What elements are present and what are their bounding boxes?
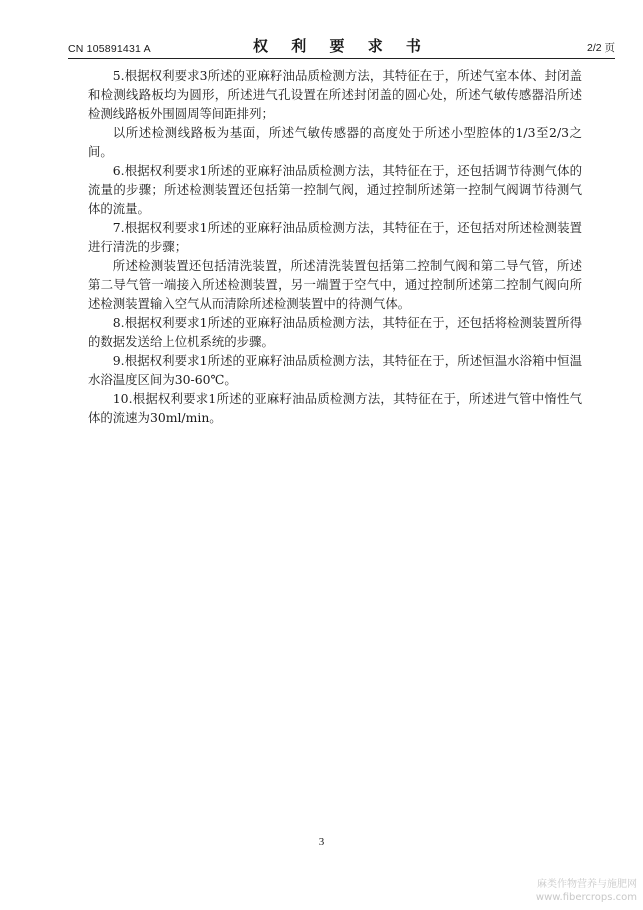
watermark-site-url: www.fibercrops.com	[535, 892, 637, 903]
claim-10-paragraph: 10.根据权利要求1所述的亚麻籽油品质检测方法，其特征在于，所述进气管中惰性气体的流速为30ml/min。	[88, 391, 582, 425]
claim-8-paragraph: 8.根据权利要求1所述的亚麻籽油品质检测方法，其特征在于，还包括将检测装置所得的数据发送给上位机系统的步骤。	[88, 315, 582, 349]
page-count: 2/2 页	[586, 42, 615, 54]
claim-5-paragraph: 5.根据权利要求3所述的亚麻籽油品质检测方法，其特征在于，所述气室本体、封闭盖和检测线路板均为圆形，所述进气孔设置在所述封闭盖的圆心处，所述气敏传感器沿所述检测线路板外围圆周等间距排列；	[88, 68, 582, 121]
site-watermark	[536, 878, 637, 904]
page-number: 3	[318, 836, 325, 848]
watermark-site-name: 麻类作物营养与施肥网	[537, 879, 637, 890]
claim-9-paragraph: 9.根据权利要求1所述的亚麻籽油品质检测方法，其特征在于，所述恒温水浴箱中恒温水浴温度区间为30-60℃。	[88, 353, 582, 387]
document-title: 权 利 要 求 书	[253, 37, 430, 55]
claim-7-continuation: 所述检测装置还包括清洗装置，所述清洗装置包括第二控制气阀和第二导气管，所述第二导气管一端接入所述检测装置，另一端置于空气中，通过控制所述第二控制气阀向所述检测装置输入空气从而清除所述检测装置中的待测气体。	[88, 258, 582, 311]
document-number: CN 105891431 A	[68, 43, 151, 55]
claim-7-paragraph: 7.根据权利要求1所述的亚麻籽油品质检测方法，其特征在于，还包括对所述检测装置进行清洗的步骤；	[88, 220, 582, 254]
claims-body	[88, 66, 582, 427]
claim-6-paragraph: 6.根据权利要求1所述的亚麻籽油品质检测方法，其特征在于，还包括调节待测气体的流量的步骤；所述检测装置还包括第一控制气阀，通过控制所述第一控制气阀调节待测气体的流量。	[88, 163, 582, 216]
page-header	[68, 36, 615, 59]
claim-5-continuation: 以所述检测线路板为基面，所述气敏传感器的高度处于所述小型腔体的1/3至2/3之间。	[88, 125, 582, 159]
